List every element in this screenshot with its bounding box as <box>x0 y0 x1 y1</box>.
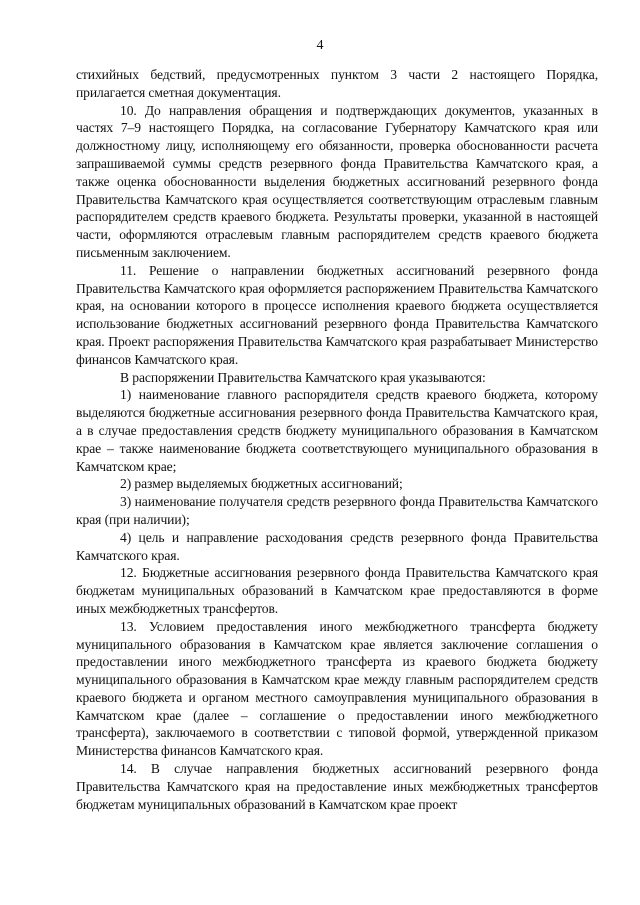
paragraph-14: 14. В случае направления бюджетных ассигнований резервного фонда Правительства Камчатского края на предоставление иных межбюджетных трансфертов бюджетам муниципальных образований в Камчатском крае проект <box>76 761 598 812</box>
list-item-3: 3) наименование получателя средств резервного фонда Правительства Камчатского края (при наличии); <box>76 494 598 527</box>
page-number: 4 <box>316 38 324 53</box>
paragraph-continuation: стихийных бедствий, предусмотренных пунктом 3 части 2 настоящего Порядка, прилагается сметная документация. <box>76 67 598 100</box>
paragraph-13: 13. Условием предоставления иного межбюджетного трансферта бюджету муниципального образования в Камчатском крае является заключение соглашения о предоставлении иного межбюджетного трансферта из краевого бюджета бюджету муниципального образования в Камчатском крае между главным распорядителем средств краевого бюджета и органом местного самоуправления муниципального образования в Камчатском крае (далее – соглашение о предоставлении иного межбюджетного трансферта), заключаемого в соответствии с типовой формой, утвержденной приказом Министерства финансов Камчатского края. <box>76 618 598 759</box>
paragraph-12: 12. Бюджетные ассигнования резервного фонда Правительства Камчатского края бюджетам муниципальных образований в Камчатском крае предоставляются в форме иных межбюджетных трансфертов. <box>76 565 598 616</box>
body-text <box>76 66 598 813</box>
list-item-1: 1) наименование главного распорядителя средств краевого бюджета, которому выделяются бюджетные ассигнования резервного фонда Правительства Камчатского края, а в случае предоставления средств бюджету муниципального образования в Камчатском крае – также наименование бюджета соответствующего муниципального образования в Камчатском крае; <box>76 387 598 474</box>
list-item-2: 2) размер выделяемых бюджетных ассигнований; <box>120 476 403 492</box>
list-item-4: 4) цель и направление расходования средств резервного фонда Правительства Камчатского края. <box>76 529 598 563</box>
paragraph-10: 10. До направления обращения и подтверждающих документов, указанных в частях 7–9 настоящего Порядка, на согласование Губернатору Камчатского края или должностному лицу, исполняющему его обязанности, проверка обоснованности расчета запрашиваемой суммы средств резервного фонда Правительства Камчатского края, а также оценка обоснованности выделения бюджетных ассигнований резервного фонда Правительства Камчатского края осуществляется соответствующим отраслевым главным распорядителем средств краевого бюджета. Результаты проверки, указанной в настоящей части, оформляются отраслевым главным распорядителем средств краевого бюджета письменным заключением. <box>76 102 598 260</box>
paragraph-11: 11. Решение о направлении бюджетных ассигнований резервного фонда Правительства Камчатского края оформляется распоряжением Правительства Камчатского края, на основании которого в процессе исполнения краевого бюджета осуществляется использование бюджетных ассигнований резервного фонда Правительства Камчатского края. Проект распоряжения Правительства Камчатского края разрабатывает Министерство финансов Камчатского края. <box>76 262 598 367</box>
paragraph-order-contents: В распоряжении Правительства Камчатского края указываются: <box>120 369 486 385</box>
